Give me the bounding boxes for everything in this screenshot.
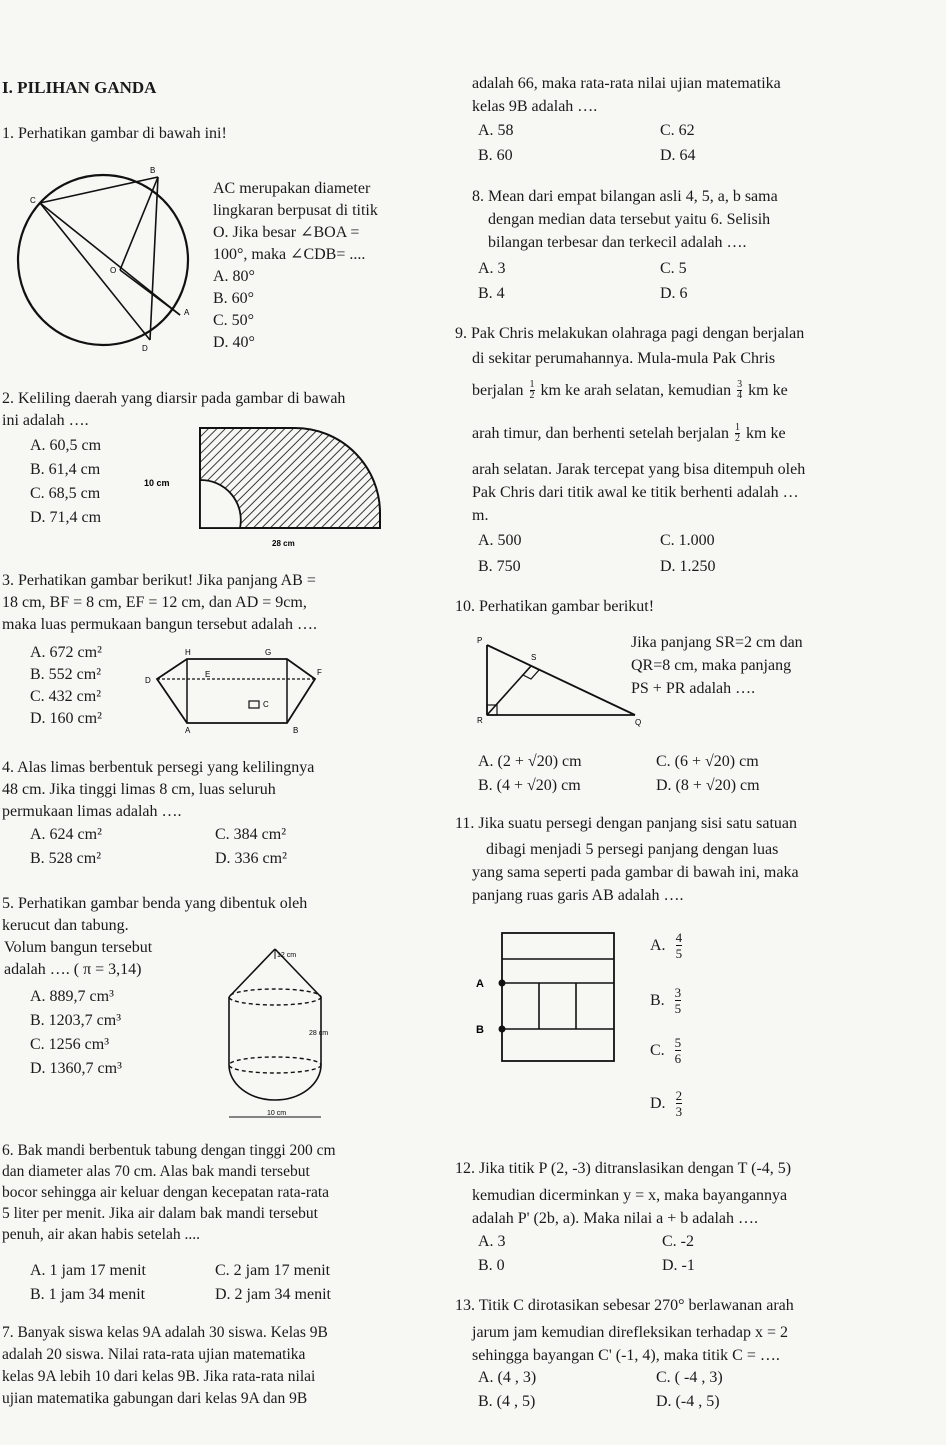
q12-option-a[interactable]: A. 3 (478, 1233, 506, 1250)
q10-pt-s: S (531, 653, 537, 662)
q7-cont-line2: kelas 9B adalah …. (472, 98, 598, 115)
q9-option-d[interactable]: D. 1.250 (660, 558, 716, 575)
q7-option-d[interactable]: D. 64 (660, 147, 696, 164)
q9-line5: arah selatan. Jarak tercepat yang bisa ditempuh oleh (472, 461, 806, 478)
q1-circle-figure (0, 165, 210, 355)
q5-dim-cone: 12 cm (277, 952, 297, 959)
q7-line4: ujian matematika gabungan dari kelas 9A dan 9B (2, 1390, 308, 1407)
q11-option-a[interactable]: A. 4 5 (650, 930, 683, 961)
q6-option-c[interactable]: C. 2 jam 17 menit (215, 1262, 331, 1279)
q5-dim-diameter: 10 cm (267, 1110, 287, 1117)
q9-option-a[interactable]: A. 500 (478, 532, 522, 549)
q7-option-a[interactable]: A. 58 (478, 122, 514, 139)
q1-option-d[interactable]: D. 40° (213, 334, 255, 351)
q9-f2-den: 4 (737, 390, 743, 401)
q2-line1: 2. Keliling daerah yang diarsir pada gambar di bawah (2, 390, 346, 407)
q3-option-c[interactable]: C. 432 cm² (30, 688, 102, 705)
q4-option-c[interactable]: C. 384 cm² (215, 826, 287, 843)
q10-line4: PS + PR adalah …. (631, 680, 756, 697)
q5-line4: adalah …. ( π = 3,14) (4, 961, 142, 978)
q8-line3: bilangan terbesar dan terkecil adalah …. (488, 234, 747, 251)
q12-option-d[interactable]: D. -1 (662, 1257, 695, 1274)
q1-line3: O. Jika besar ∠BOA = (213, 224, 360, 241)
q3-option-b[interactable]: B. 552 cm² (30, 666, 102, 683)
q10-pt-q: Q (635, 718, 642, 727)
q6-option-b[interactable]: B. 1 jam 34 menit (30, 1286, 146, 1303)
q4-option-b[interactable]: B. 528 cm² (30, 850, 102, 867)
q7-line1: 7. Banyak siswa kelas 9A adalah 30 siswa. Kelas 9B (2, 1324, 328, 1341)
section-title: I. PILIHAN GANDA (2, 78, 157, 97)
q11-pt-a: A (476, 978, 484, 990)
q5-cone-cylinder-figure (215, 945, 345, 1130)
q6-line1: 6. Bak mandi berbentuk tabung dengan tinggi 200 cm (2, 1142, 336, 1159)
q9-line3-b: km ke arah selatan, kemudian (540, 381, 732, 399)
q9-line2: di sekitar perumahannya. Mula-mula Pak Chris (472, 350, 776, 367)
q11-line2: dibagi menjadi 5 persegi panjang dengan luas (486, 841, 779, 858)
q2-shaded-figure (140, 420, 400, 550)
q1-option-b[interactable]: B. 60° (213, 290, 255, 307)
q9-f1-num: 1 (529, 379, 535, 390)
q8-line1: 8. Mean dari empat bilangan asli 4, 5, a, b sama (472, 188, 778, 205)
q1-option-a[interactable]: A. 80° (213, 268, 255, 285)
q5-dim-tube: 28 cm (309, 1030, 329, 1037)
q9-f3-num: 1 (735, 422, 741, 433)
q3-pt-g: G (265, 648, 272, 657)
q3-pt-c: C (263, 700, 269, 709)
q9-line4-a: arah timur, dan berhenti setelah berjalan (472, 424, 730, 442)
q8-line2: dengan median data tersebut yaitu 6. Selisih (488, 211, 771, 228)
q10-option-c[interactable]: C. (6 + √20) cm (656, 753, 759, 770)
q8-option-d[interactable]: D. 6 (660, 285, 688, 302)
q2-option-c[interactable]: C. 68,5 cm (30, 485, 101, 502)
q3-pt-f: F (317, 668, 322, 677)
q10-pt-r: R (477, 716, 483, 725)
q6-line3: bocor sehingga air keluar dengan kecepatan rata-rata (2, 1184, 330, 1201)
q8-option-a[interactable]: A. 3 (478, 260, 506, 277)
q12-line1: 12. Jika titik P (2, -3) ditranslasikan dengan T (-4, 5) (455, 1160, 792, 1177)
q1-pt-b: B (150, 166, 156, 175)
q9-f2-num: 3 (737, 379, 743, 390)
q2-option-b[interactable]: B. 61,4 cm (30, 461, 101, 478)
q11-pt-b: B (476, 1024, 484, 1036)
q1-pt-c: C (30, 196, 36, 205)
q7-option-c[interactable]: C. 62 (660, 122, 695, 139)
q5-option-c[interactable]: C. 1256 cm³ (30, 1036, 110, 1053)
q13-option-a[interactable]: A. (4 , 3) (478, 1369, 537, 1386)
q11-line3: yang sama seperti pada gambar di bawah ini, maka (472, 864, 799, 881)
q10-option-a[interactable]: A. (2 + √20) cm (478, 753, 582, 770)
q1-line4: 100°, maka ∠CDB= .... (213, 246, 366, 263)
q11-line1: 11. Jika suatu persegi dengan panjang sisi satu satuan (455, 815, 797, 832)
q10-line2: Jika panjang SR=2 cm dan (631, 634, 803, 651)
q4-line2: 48 cm. Jika tinggi limas 8 cm, luas seluruh (2, 781, 276, 798)
q3-prism-figure (145, 645, 325, 735)
q5-line2: kerucut dan tabung. (2, 917, 129, 934)
q8-option-c[interactable]: C. 5 (660, 260, 687, 277)
q5-option-a[interactable]: A. 889,7 cm³ (30, 988, 114, 1005)
q13-line3: sehingga bayangan C' (-1, 4), maka titik C = …. (472, 1347, 780, 1364)
q5-line1: 5. Perhatikan gambar benda yang dibentuk oleh (2, 895, 308, 912)
q6-line2: dan diameter alas 70 cm. Alas bak mandi tersebut (2, 1163, 310, 1180)
q1-pt-d: D (142, 344, 148, 353)
q3-pt-a: A (185, 726, 191, 735)
q12-line3: adalah P' (2b, a). Maka nilai a + b adalah …. (472, 1210, 759, 1227)
q5-option-d[interactable]: D. 1360,7 cm³ (30, 1060, 122, 1077)
q1-line2: lingkaran berpusat di titik (213, 202, 378, 219)
q3-pt-d: D (145, 676, 151, 685)
q6-line5: penuh, air akan habis setelah .... (2, 1226, 200, 1243)
q9-line3-a: berjalan (472, 381, 524, 399)
q3-pt-e: E (205, 670, 211, 679)
q10-option-b[interactable]: B. (4 + √20) cm (478, 777, 581, 794)
q10-line3: QR=8 cm, maka panjang (631, 657, 792, 674)
q4-option-d[interactable]: D. 336 cm² (215, 850, 287, 867)
q7-line2: adalah 20 siswa. Nilai rata-rata ujian matematika (2, 1346, 306, 1363)
q1-option-c[interactable]: C. 50° (213, 312, 255, 329)
q3-line2: 18 cm, BF = 8 cm, EF = 12 cm, dan AD = 9cm, (2, 594, 307, 611)
q9-fraction-1 (530, 380, 535, 401)
q10-pt-p: P (477, 636, 483, 645)
q13-line1: 13. Titik C dirotasikan sebesar 270° berlawanan arah (455, 1297, 794, 1314)
q3-pt-b: B (293, 726, 299, 735)
q9-line1: 9. Pak Chris melakukan olahraga pagi dengan berjalan (455, 325, 805, 342)
q5-option-b[interactable]: B. 1203,7 cm³ (30, 1012, 122, 1029)
q6-line4: 5 liter per menit. Jika air dalam bak mandi tersebut (2, 1205, 318, 1222)
q12-option-c[interactable]: C. -2 (662, 1233, 694, 1250)
q3-line3: maka luas permukaan bangun tersebut adalah …. (2, 616, 317, 633)
q11-square-figure (472, 925, 632, 1065)
q2-line2: ini adalah …. (2, 412, 89, 429)
q9-line3-c: km ke (748, 381, 788, 399)
q11-option-d[interactable]: D. 2 3 (650, 1088, 683, 1119)
q9-option-c[interactable]: C. 1.000 (660, 532, 715, 549)
q1-stem: 1. Perhatikan gambar di bawah ini! (2, 125, 227, 142)
q9-line4-b: km ke (746, 424, 786, 442)
q7-option-b[interactable]: B. 60 (478, 147, 513, 164)
q10-line1: 10. Perhatikan gambar berikut! (455, 598, 655, 615)
q12-line2: kemudian dicerminkan y = x, maka bayangannya (472, 1187, 788, 1204)
q1-line1: AC merupakan diameter (213, 180, 371, 197)
q11-option-b[interactable]: B. 3 5 (650, 985, 682, 1016)
q6-option-d[interactable]: D. 2 jam 34 menit (215, 1286, 331, 1303)
q5-line3: Volum bangun tersebut (4, 939, 153, 956)
q2-dim-height: 10 cm (144, 478, 170, 488)
q3-pt-h: H (185, 648, 191, 657)
q13-option-c[interactable]: C. ( -4 , 3) (656, 1369, 723, 1386)
q1-pt-a: A (184, 308, 190, 317)
q2-option-a[interactable]: A. 60,5 cm (30, 437, 102, 454)
q1-pt-o: O (110, 266, 117, 275)
q3-option-d[interactable]: D. 160 cm² (30, 710, 102, 727)
q13-option-b[interactable]: B. (4 , 5) (478, 1393, 536, 1410)
q4-line1: 4. Alas limas berbentuk persegi yang kelilingnya (2, 759, 315, 776)
q10-triangle-figure (475, 635, 645, 725)
q3-option-a[interactable]: A. 672 cm² (30, 644, 102, 661)
q9-line6: Pak Chris dari titik awal ke titik berhenti adalah … (472, 484, 799, 501)
q4-line3: permukaan limas adalah …. (2, 803, 182, 820)
q12-option-b[interactable]: B. 0 (478, 1257, 505, 1274)
q8-option-b[interactable]: B. 4 (478, 285, 505, 302)
q4-option-a[interactable]: A. 624 cm² (30, 826, 102, 843)
q11-line4: panjang ruas garis AB adalah …. (472, 887, 684, 904)
q2-option-d[interactable]: D. 71,4 cm (30, 509, 102, 526)
q6-option-a[interactable]: A. 1 jam 17 menit (30, 1262, 146, 1279)
q9-option-b[interactable]: B. 750 (478, 558, 521, 575)
q13-line2: jarum jam kemudian direfleksikan terhadap x = 2 (472, 1324, 789, 1341)
q13-option-d[interactable]: D. (-4 , 5) (656, 1393, 720, 1410)
q9-f3-den: 2 (735, 433, 741, 444)
q7-cont-line1: adalah 66, maka rata-rata nilai ujian matematika (472, 75, 781, 92)
q11-option-c[interactable]: C. 5 6 (650, 1035, 682, 1066)
q10-option-d[interactable]: D. (8 + √20) cm (656, 777, 760, 794)
q3-line1: 3. Perhatikan gambar berikut! Jika panjang AB = (2, 572, 316, 589)
q7-line3: kelas 9A lebih 10 dari kelas 9B. Jika rata-rata nilai (2, 1368, 316, 1385)
q9-f1-den: 2 (529, 390, 535, 401)
q9-fraction-2 (737, 380, 742, 401)
q9-line7: m. (472, 507, 489, 524)
q2-dim-width: 28 cm (272, 539, 295, 548)
q9-fraction-3 (735, 423, 740, 444)
